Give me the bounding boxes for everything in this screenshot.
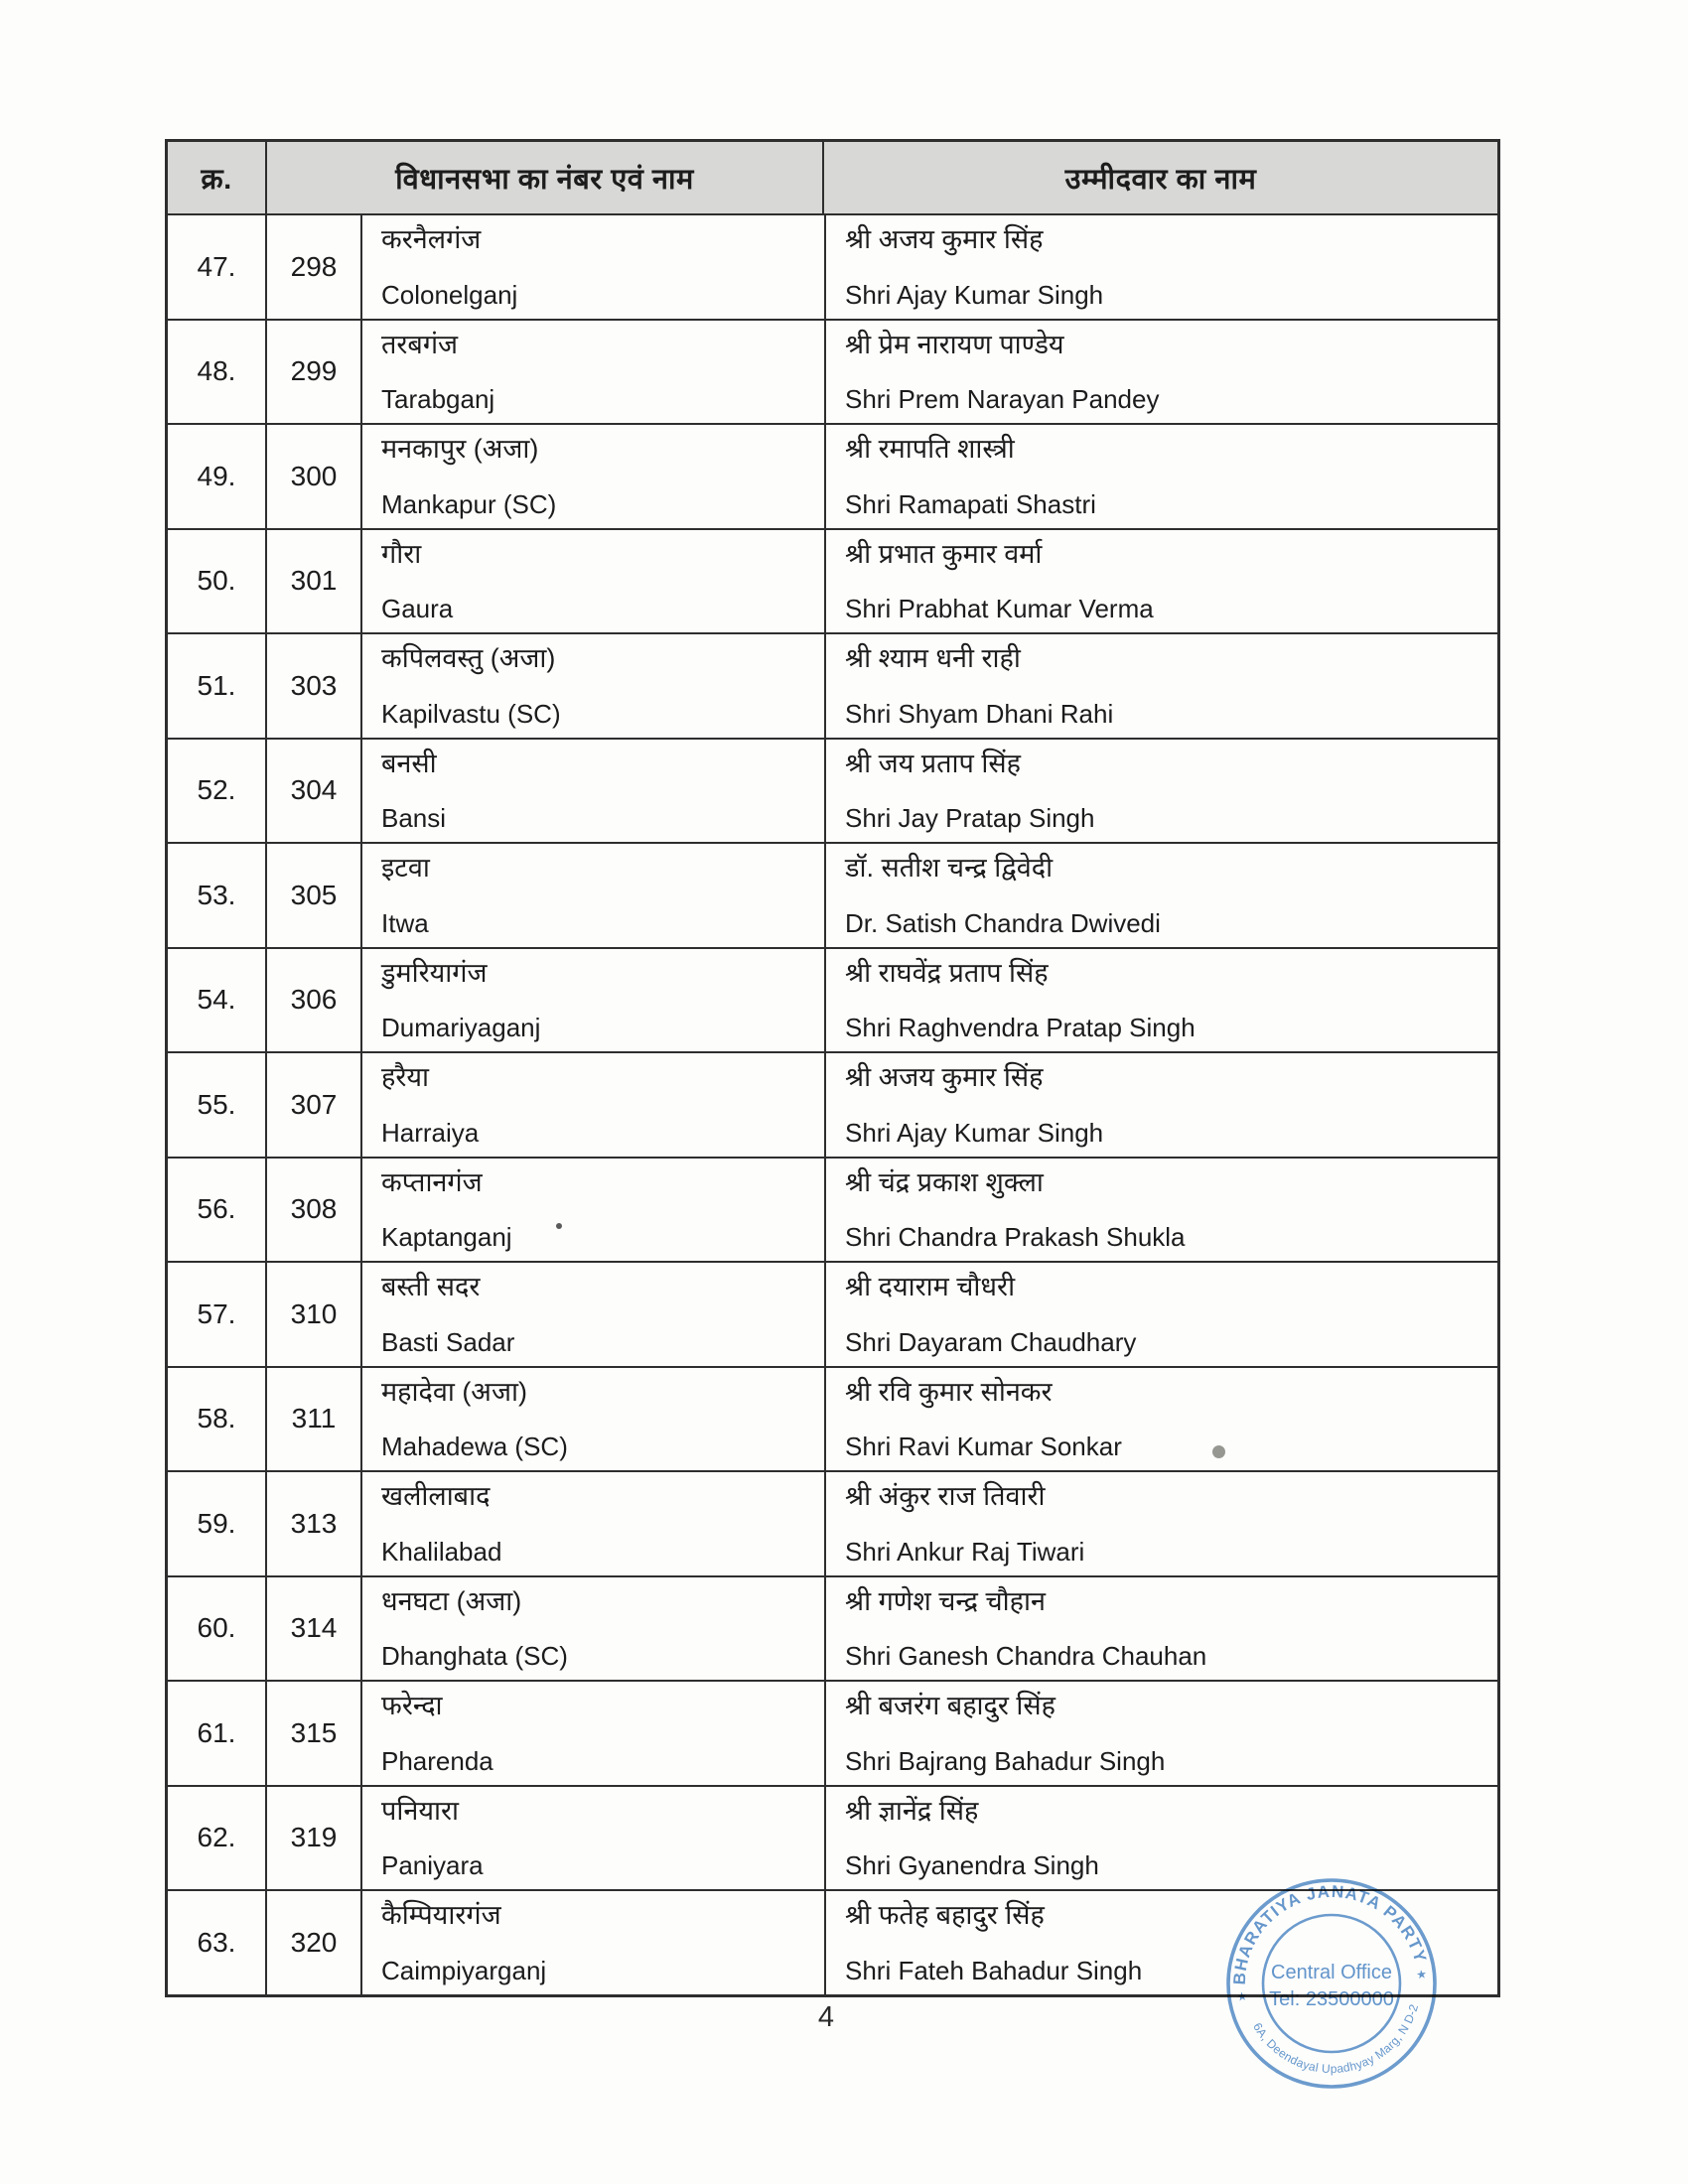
table-row (168, 319, 1497, 424)
serial-cell (168, 844, 265, 947)
stamp-star-right-icon: ★ (1415, 1967, 1428, 1982)
candidate-name-cell (824, 1682, 1497, 1785)
candidate-name-hindi: श्री रवि कुमार सोनकर (845, 1376, 1053, 1407)
table-row (168, 1261, 1497, 1366)
candidate-name-hindi: श्री चंद्र प्रकाश शुक्ला (845, 1166, 1044, 1197)
constituency-number-cell (265, 1891, 360, 1994)
candidate-name-cell (824, 1472, 1497, 1575)
serial-number: 59. (197, 1507, 236, 1539)
candidate-name-english: Shri Ankur Raj Tiwari (845, 1536, 1085, 1567)
table-row (168, 528, 1497, 633)
constituency-name-cell (360, 1472, 824, 1575)
constituency-name-cell (360, 530, 824, 633)
constituency-number-cell (265, 321, 360, 424)
constituency-number-cell (265, 634, 360, 738)
svg-text:6A, Deendayal Upadhyay Marg, N (1249, 2001, 1428, 2086)
serial-number: 50. (197, 565, 236, 597)
constituency-name-english: Khalilabad (381, 1536, 502, 1567)
serial-number: 52. (197, 774, 236, 806)
candidate-name-cell (824, 1053, 1497, 1157)
serial-number: 58. (197, 1403, 236, 1434)
candidate-name-hindi: श्री दयाराम चौधरी (845, 1272, 1016, 1301)
serial-cell (168, 1053, 265, 1157)
candidate-name-hindi: श्री गणेश चन्द्र चौहान (845, 1585, 1046, 1616)
header-serial: क्र. (201, 163, 232, 196)
candidate-table (165, 139, 1500, 1997)
constituency-name-hindi: बस्ती सदर (381, 1272, 481, 1301)
candidate-name-cell (824, 1159, 1497, 1262)
constituency-number: 313 (290, 1507, 338, 1539)
constituency-number: 300 (290, 460, 338, 491)
serial-number: 62. (197, 1822, 236, 1853)
candidate-name-hindi: श्री श्याम धनी राही (845, 643, 1021, 673)
constituency-name-cell (360, 844, 824, 947)
constituency-number-cell (265, 844, 360, 947)
serial-number: 60. (197, 1612, 236, 1644)
constituency-name-hindi: करनैलगंज (381, 224, 482, 254)
constituency-number: 306 (290, 984, 338, 1016)
constituency-name-cell (360, 1368, 824, 1471)
constituency-number: 307 (290, 1088, 338, 1120)
candidate-name-cell (824, 634, 1497, 738)
constituency-name-cell (360, 1159, 824, 1262)
candidate-name-hindi: श्री जय प्रताप सिंह (845, 748, 1021, 778)
serial-cell (168, 215, 265, 319)
candidate-name-hindi: श्री राघवेंद्र प्रताप सिंह (845, 957, 1049, 988)
candidate-name-cell (824, 215, 1497, 319)
constituency-name-cell (360, 321, 824, 424)
constituency-number-cell (265, 530, 360, 633)
constituency-number-cell (265, 740, 360, 843)
candidate-name-english: Shri Prabhat Kumar Verma (845, 594, 1154, 623)
serial-cell (168, 1891, 265, 1994)
constituency-name-hindi: बनसी (381, 748, 437, 778)
table-row (168, 842, 1497, 947)
stamp-inner-circle (1263, 1915, 1400, 2052)
constituency-name-english: Dumariyaganj (381, 1013, 541, 1042)
candidate-name-english: Shri Ganesh Chandra Chauhan (845, 1641, 1207, 1671)
constituency-name-cell (360, 634, 824, 738)
constituency-name-hindi: डुमरियागंज (381, 957, 488, 988)
candidate-name-cell (824, 321, 1497, 424)
candidate-name-english: Shri Shyam Dhani Rahi (845, 698, 1114, 729)
constituency-name-cell (360, 1263, 824, 1366)
constituency-name-cell (360, 1577, 824, 1681)
constituency-name-hindi: तरबगंज (381, 329, 459, 359)
constituency-name-cell (360, 949, 824, 1052)
candidate-name-hindi: श्री ज्ञानेंद्र सिंह (845, 1795, 979, 1826)
candidate-name-hindi: श्री प्रभात कुमार वर्मा (845, 538, 1043, 569)
table-row (168, 1366, 1497, 1471)
constituency-number: 320 (290, 1926, 338, 1958)
table-row (168, 738, 1497, 843)
constituency-name-cell (360, 1682, 824, 1785)
constituency-name-cell (360, 1053, 824, 1157)
candidate-name-english: Shri Bajrang Bahadur Singh (845, 1745, 1166, 1776)
serial-number: 63. (197, 1926, 236, 1958)
constituency-number-cell (265, 1787, 360, 1890)
constituency-name-hindi: गौरा (381, 538, 422, 569)
candidate-name-english: Shri Raghvendra Pratap Singh (845, 1013, 1196, 1042)
constituency-number: 298 (290, 250, 338, 282)
constituency-name-cell (360, 740, 824, 843)
constituency-number: 314 (290, 1612, 338, 1644)
serial-number: 51. (197, 669, 236, 701)
serial-number: 55. (197, 1088, 236, 1120)
constituency-name-english: Pharenda (381, 1745, 493, 1776)
header-candidate: उम्मीदवार का नाम (822, 142, 1497, 213)
constituency-name-english: Mahadewa (SC) (381, 1432, 568, 1461)
bjp-central-office-stamp-icon (1200, 1852, 1463, 2115)
stamp-center-office-text: Central Office (1271, 1962, 1392, 1983)
candidate-name-hindi: श्री फतेह बहादुर सिंह (845, 1900, 1045, 1930)
constituency-name-hindi: कप्तानगंज (381, 1166, 483, 1197)
table-row (168, 1575, 1497, 1681)
constituency-number: 310 (290, 1297, 338, 1329)
constituency-number-cell (265, 215, 360, 319)
constituency-name-hindi: खलीलाबाद (381, 1481, 491, 1511)
constituency-name-english: Paniyara (381, 1850, 484, 1880)
serial-cell (168, 634, 265, 738)
candidate-name-hindi: श्री बजरंग बहादुर सिंह (845, 1691, 1056, 1720)
constituency-number-cell (265, 1263, 360, 1366)
serial-cell (168, 1472, 265, 1575)
constituency-name-hindi: धनघटा (अजा) (381, 1585, 522, 1616)
candidate-name-hindi: श्री रमापति शास्त्री (845, 434, 1015, 464)
serial-number: 57. (197, 1297, 236, 1329)
serial-number: 54. (197, 984, 236, 1016)
constituency-number: 304 (290, 774, 338, 806)
constituency-name-cell (360, 1891, 824, 1994)
constituency-number: 308 (290, 1193, 338, 1225)
constituency-name-english: Tarabganj (381, 384, 495, 414)
constituency-name-hindi: इटवा (381, 853, 430, 883)
constituency-name-english: Itwa (381, 907, 429, 938)
serial-number: 53. (197, 879, 236, 910)
candidate-name-hindi: श्री अंकुर राज तिवारी (845, 1481, 1046, 1511)
table-row (168, 1470, 1497, 1575)
table-row (168, 1051, 1497, 1157)
page-number: 4 (817, 2001, 835, 2033)
table-row (168, 1680, 1497, 1785)
constituency-name-english: Bansi (381, 803, 447, 833)
candidate-name-english: Shri Chandra Prakash Shukla (845, 1222, 1186, 1252)
table-row (168, 423, 1497, 528)
serial-number: 61. (197, 1716, 236, 1748)
candidate-name-hindi: डॉ. सतीश चन्द्र द्विवेदी (845, 853, 1054, 883)
scan-speck (556, 1223, 562, 1229)
constituency-number-cell (265, 425, 360, 528)
serial-cell (168, 321, 265, 424)
table-body (168, 213, 1497, 1994)
candidate-name-cell (824, 425, 1497, 528)
constituency-name-hindi: पनियारा (381, 1795, 460, 1826)
serial-cell (168, 425, 265, 528)
table-row (168, 947, 1497, 1052)
constituency-name-english: Kaptanganj (381, 1222, 512, 1252)
candidate-name-cell (824, 949, 1497, 1052)
constituency-number-cell (265, 1577, 360, 1681)
candidate-name-cell (824, 1263, 1497, 1366)
constituency-number: 301 (290, 565, 338, 597)
candidate-name-english: Shri Ajay Kumar Singh (845, 279, 1104, 310)
candidate-name-cell (824, 1368, 1497, 1471)
constituency-number-cell (265, 1159, 360, 1262)
serial-cell (168, 530, 265, 633)
constituency-number-cell (265, 1368, 360, 1471)
stamp-center-tel-text: Tel: 23500000 (1269, 1988, 1394, 2010)
candidate-name-english: Shri Jay Pratap Singh (845, 803, 1095, 833)
constituency-number-cell (265, 1682, 360, 1785)
table-row (168, 1157, 1497, 1262)
candidate-name-cell (824, 844, 1497, 947)
stamp-bottom-arc-text: 6A, Deendayal Upadhyay Marg, N D-2 (1250, 2002, 1422, 2077)
constituency-number: 311 (291, 1403, 337, 1434)
constituency-number-cell (265, 949, 360, 1052)
candidate-name-english: Shri Fateh Bahadur Singh (845, 1955, 1143, 1985)
candidate-name-english: Dr. Satish Chandra Dwivedi (845, 907, 1161, 938)
table-row (168, 213, 1497, 319)
stamp-star-left-icon: ★ (1235, 1988, 1249, 2004)
constituency-number: 305 (290, 879, 338, 910)
candidate-name-cell (824, 1577, 1497, 1681)
constituency-name-english: Harraiya (381, 1117, 480, 1148)
constituency-name-english: Basti Sadar (381, 1326, 515, 1357)
table-row (168, 632, 1497, 738)
constituency-name-cell (360, 425, 824, 528)
constituency-name-english: Gaura (381, 594, 454, 623)
candidate-name-cell (824, 740, 1497, 843)
header-constituency: विधानसभा का नंबर एवं नाम (265, 142, 822, 213)
candidate-name-english: Shri Ravi Kumar Sonkar (845, 1432, 1122, 1461)
serial-cell (168, 1263, 265, 1366)
candidate-name-english: Shri Gyanendra Singh (845, 1850, 1099, 1880)
serial-number: 48. (197, 355, 236, 387)
serial-number: 49. (197, 460, 236, 491)
stamp-outer-circle (1228, 1880, 1435, 2087)
stamp-top-arc-text: BHARATIYA JANATA PARTY (1229, 1881, 1431, 1985)
constituency-number: 319 (290, 1822, 338, 1853)
candidate-name-english: Shri Prem Narayan Pandey (845, 384, 1160, 414)
constituency-name-english: Mankapur (SC) (381, 488, 557, 519)
candidate-name-english: Shri Ajay Kumar Singh (845, 1117, 1104, 1148)
candidate-name-english: Shri Dayaram Chaudhary (845, 1326, 1137, 1357)
constituency-number-cell (265, 1472, 360, 1575)
candidate-name-hindi: श्री अजय कुमार सिंह (845, 1062, 1044, 1092)
constituency-number-cell (265, 1053, 360, 1157)
constituency-name-english: Kapilvastu (SC) (381, 698, 561, 729)
constituency-name-hindi: कैम्पियारगंज (381, 1900, 501, 1930)
constituency-name-english: Dhanghata (SC) (381, 1641, 568, 1671)
serial-cell (168, 949, 265, 1052)
scan-speck (1212, 1445, 1225, 1458)
candidate-name-cell (824, 530, 1497, 633)
serial-cell (168, 740, 265, 843)
serial-number: 56. (197, 1193, 236, 1225)
constituency-name-hindi: कपिलवस्तु (अजा) (381, 643, 556, 673)
table-header-row (168, 142, 1497, 213)
constituency-name-english: Caimpiyarganj (381, 1955, 547, 1985)
serial-cell (168, 1787, 265, 1890)
constituency-name-hindi: महादेवा (अजा) (381, 1376, 527, 1407)
candidate-name-hindi: श्री प्रेम नारायण पाण्डेय (845, 329, 1064, 359)
constituency-number: 299 (290, 355, 338, 387)
serial-cell (168, 1682, 265, 1785)
serial-cell (168, 1368, 265, 1471)
constituency-name-cell (360, 1787, 824, 1890)
constituency-name-cell (360, 215, 824, 319)
serial-cell (168, 1577, 265, 1681)
candidate-name-english: Shri Ramapati Shastri (845, 488, 1096, 519)
constituency-number: 303 (290, 669, 338, 701)
constituency-name-hindi: मनकापुर (अजा) (381, 434, 539, 464)
constituency-name-english: Colonelganj (381, 279, 518, 310)
serial-number: 47. (197, 250, 236, 282)
constituency-name-hindi: फरेन्दा (381, 1691, 443, 1720)
serial-cell (168, 1159, 265, 1262)
candidate-name-hindi: श्री अजय कुमार सिंह (845, 224, 1044, 254)
constituency-name-hindi: हरैया (381, 1062, 430, 1092)
constituency-number: 315 (290, 1716, 338, 1748)
